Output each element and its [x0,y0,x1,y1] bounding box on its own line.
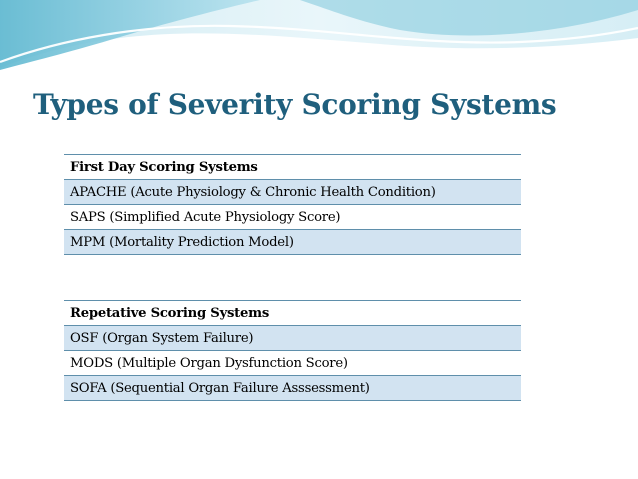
first-day-scoring-table [64,154,521,255]
table-cell: APACHE (Acute Physiology & Chronic Health Condition) [64,180,521,205]
slide-title: Types of Severity Scoring Systems [33,88,557,121]
table-header-row [64,301,521,326]
table-row [64,376,521,401]
table-row [64,180,521,205]
table-header-row [64,155,521,180]
table-row [64,230,521,255]
table-cell: MODS (Multiple Organ Dysfunction Score) [64,351,521,376]
table-cell: OSF (Organ System Failure) [64,326,521,351]
table-cell: SOFA (Sequential Organ Failure Asssessment) [64,376,521,401]
repetative-scoring-table [64,300,521,401]
table-cell: MPM (Mortality Prediction Model) [64,230,521,255]
wave-banner-decoration [0,0,638,80]
table-header: Repetative Scoring Systems [64,301,521,326]
table-row [64,351,521,376]
table-row [64,326,521,351]
table-cell: SAPS (Simplified Acute Physiology Score) [64,205,521,230]
table-row [64,205,521,230]
table-header: First Day Scoring Systems [64,155,521,180]
